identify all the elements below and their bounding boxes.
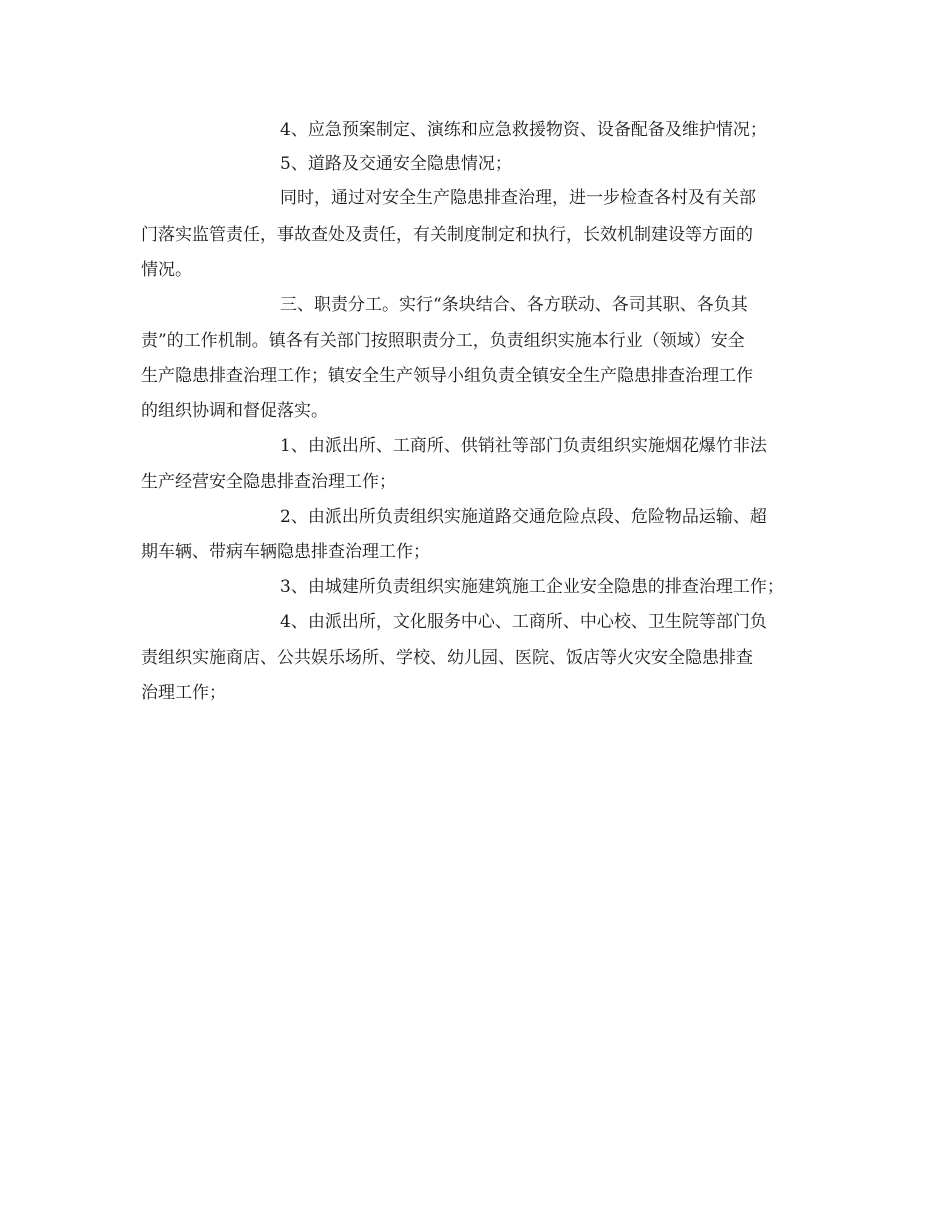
text-line: 4、由派出所，文化服务中心、工商所、中心校、卫生院等部门负 — [280, 612, 767, 632]
text-line: 3、由城建所负责组织实施建筑施工企业安全隐患的排查治理工作； — [280, 577, 784, 597]
text-line: 4、应急预案制定、演练和应急救援物资、设备配备及维护情况； — [280, 120, 767, 140]
text-line: 5、道路及交通安全隐患情况； — [280, 154, 512, 174]
text-line: 情况。 — [141, 260, 192, 280]
text-line: 三、职责分工。实行“条块结合、各方联动、各司其职、各负其 — [280, 295, 748, 315]
text-line: 1、由派出所、工商所、供销社等部门负责组织实施烟花爆竹非法 — [280, 436, 767, 456]
text-line: 责组织实施商店、公共娱乐场所、学校、幼儿园、医院、饭店等火灾安全隐患排查 — [141, 648, 753, 668]
text-line: 2、由派出所负责组织实施道路交通危险点段、危险物品运输、超 — [280, 507, 767, 527]
text-line: 责”的工作机制。镇各有关部门按照职责分工，负责组织实施本行业（领域）安全 — [141, 331, 745, 351]
text-line: 生产隐患排查治理工作；镇安全生产领导小组负责全镇安全生产隐患排查治理工作 — [141, 366, 753, 386]
text-line: 治理工作； — [141, 683, 226, 703]
text-line: 期车辆、带病车辆隐患排查治理工作； — [141, 542, 430, 562]
text-line: 门落实监管责任，事故查处及责任，有关制度制定和执行，长效机制建设等方面的 — [141, 225, 753, 245]
text-line: 的组织协调和督促落实。 — [141, 401, 328, 421]
text-line: 同时，通过对安全生产隐患排查治理，进一步检查各村及有关部 — [280, 188, 756, 208]
text-line: 生产经营安全隐患排查治理工作； — [141, 472, 396, 492]
